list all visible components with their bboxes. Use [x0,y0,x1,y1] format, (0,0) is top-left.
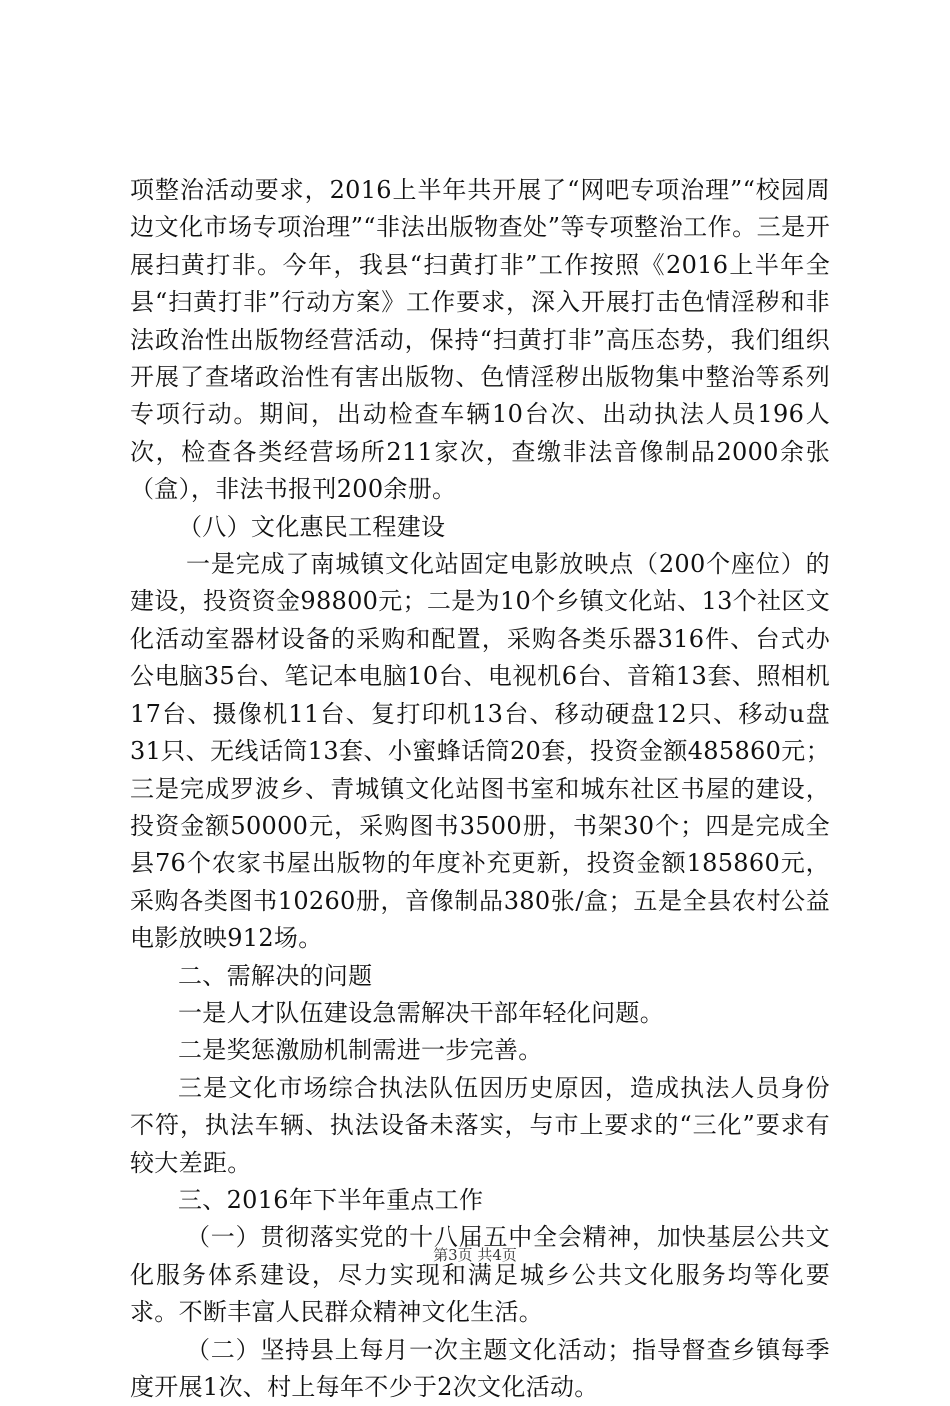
heading-section-8: （八）文化惠民工程建设 [178,512,446,541]
paragraph-plan-1: （一）贯彻落实党的十八届五中全会精神，加快基层公共文化服务体系建设，尽力实现和满足城乡公共文化服务均等化要求。不断丰富人民群众精神文化生活。 [130,1223,830,1327]
paragraph-problem-3: 三是文化市场综合执法队伍因历史原因，造成执法人员身份不符，执法车辆、执法设备未落实，与市上要求的“三化”要求有较大差距。 [130,1073,830,1177]
paragraph-continuation: 项整治活动要求，2016上半年共开展了“网吧专项治理”“校园周边文化市场专项治理”“非法出版物查处”等专项整治工作。三是开展扫黄打非。今年，我县“扫黄打非”工作按照《2016上半年全县“扫黄打非”行动方案》工作要求，深入开展打击色情淫秽和非法政治性出版物经营活动，保持“扫黄打非”高压态势，我们组织开展了查堵政治性有害出版物、色情淫秽出版物集中整治等系列专项行动。期间，出动检查车辆10台次、出动执法人员196人次，检查各类经营场所211家次，查缴非法音像制品2000余张（盒），非法书报刊200余册。 [130,176,830,504]
heading-plan: 三、2016年下半年重点工作 [178,1185,484,1214]
paragraph-section-8: 一是完成了南城镇文化站固定电影放映点（200个座位）的建设，投资资金98800元；二是为10个乡镇文化站、13个社区文化活动室器材设备的采购和配置，采购各类乐器316件、台式办公电脑35台、笔记本电脑10台、电视机6台、音箱13套、照相机17台、摄像机11台、复打印机13台、移动硬盘12只、移动u盘31只、无线话筒13套、小蜜蜂话筒20套，投资金额485860元；三是完成罗波乡、青城镇文化站图书室和城东社区书屋的建设，投资金额50000元，采购图书3500册，书架30个；四是完成全县76个农家书屋出版物的年度补充更新，投资金额185860元，采购各类图书10260册，音像制品380张/盒；五是全县农村公益电影放映912场。 [130,550,830,953]
paragraph-problem-2: 二是奖惩激励机制需进一步完善。 [178,1036,543,1065]
page-footer: 第3页 共4页 [433,1246,517,1264]
paragraph-problem-1: 一是人才队伍建设急需解决干部年轻化问题。 [178,998,664,1027]
paragraph-plan-2: （二）坚持县上每月一次主题文化活动；指导督查乡镇每季度开展1次、村上每年不少于2次文化活动。 [130,1335,830,1401]
document-body [130,172,830,1406]
heading-problems: 二、需解决的问题 [178,961,373,990]
